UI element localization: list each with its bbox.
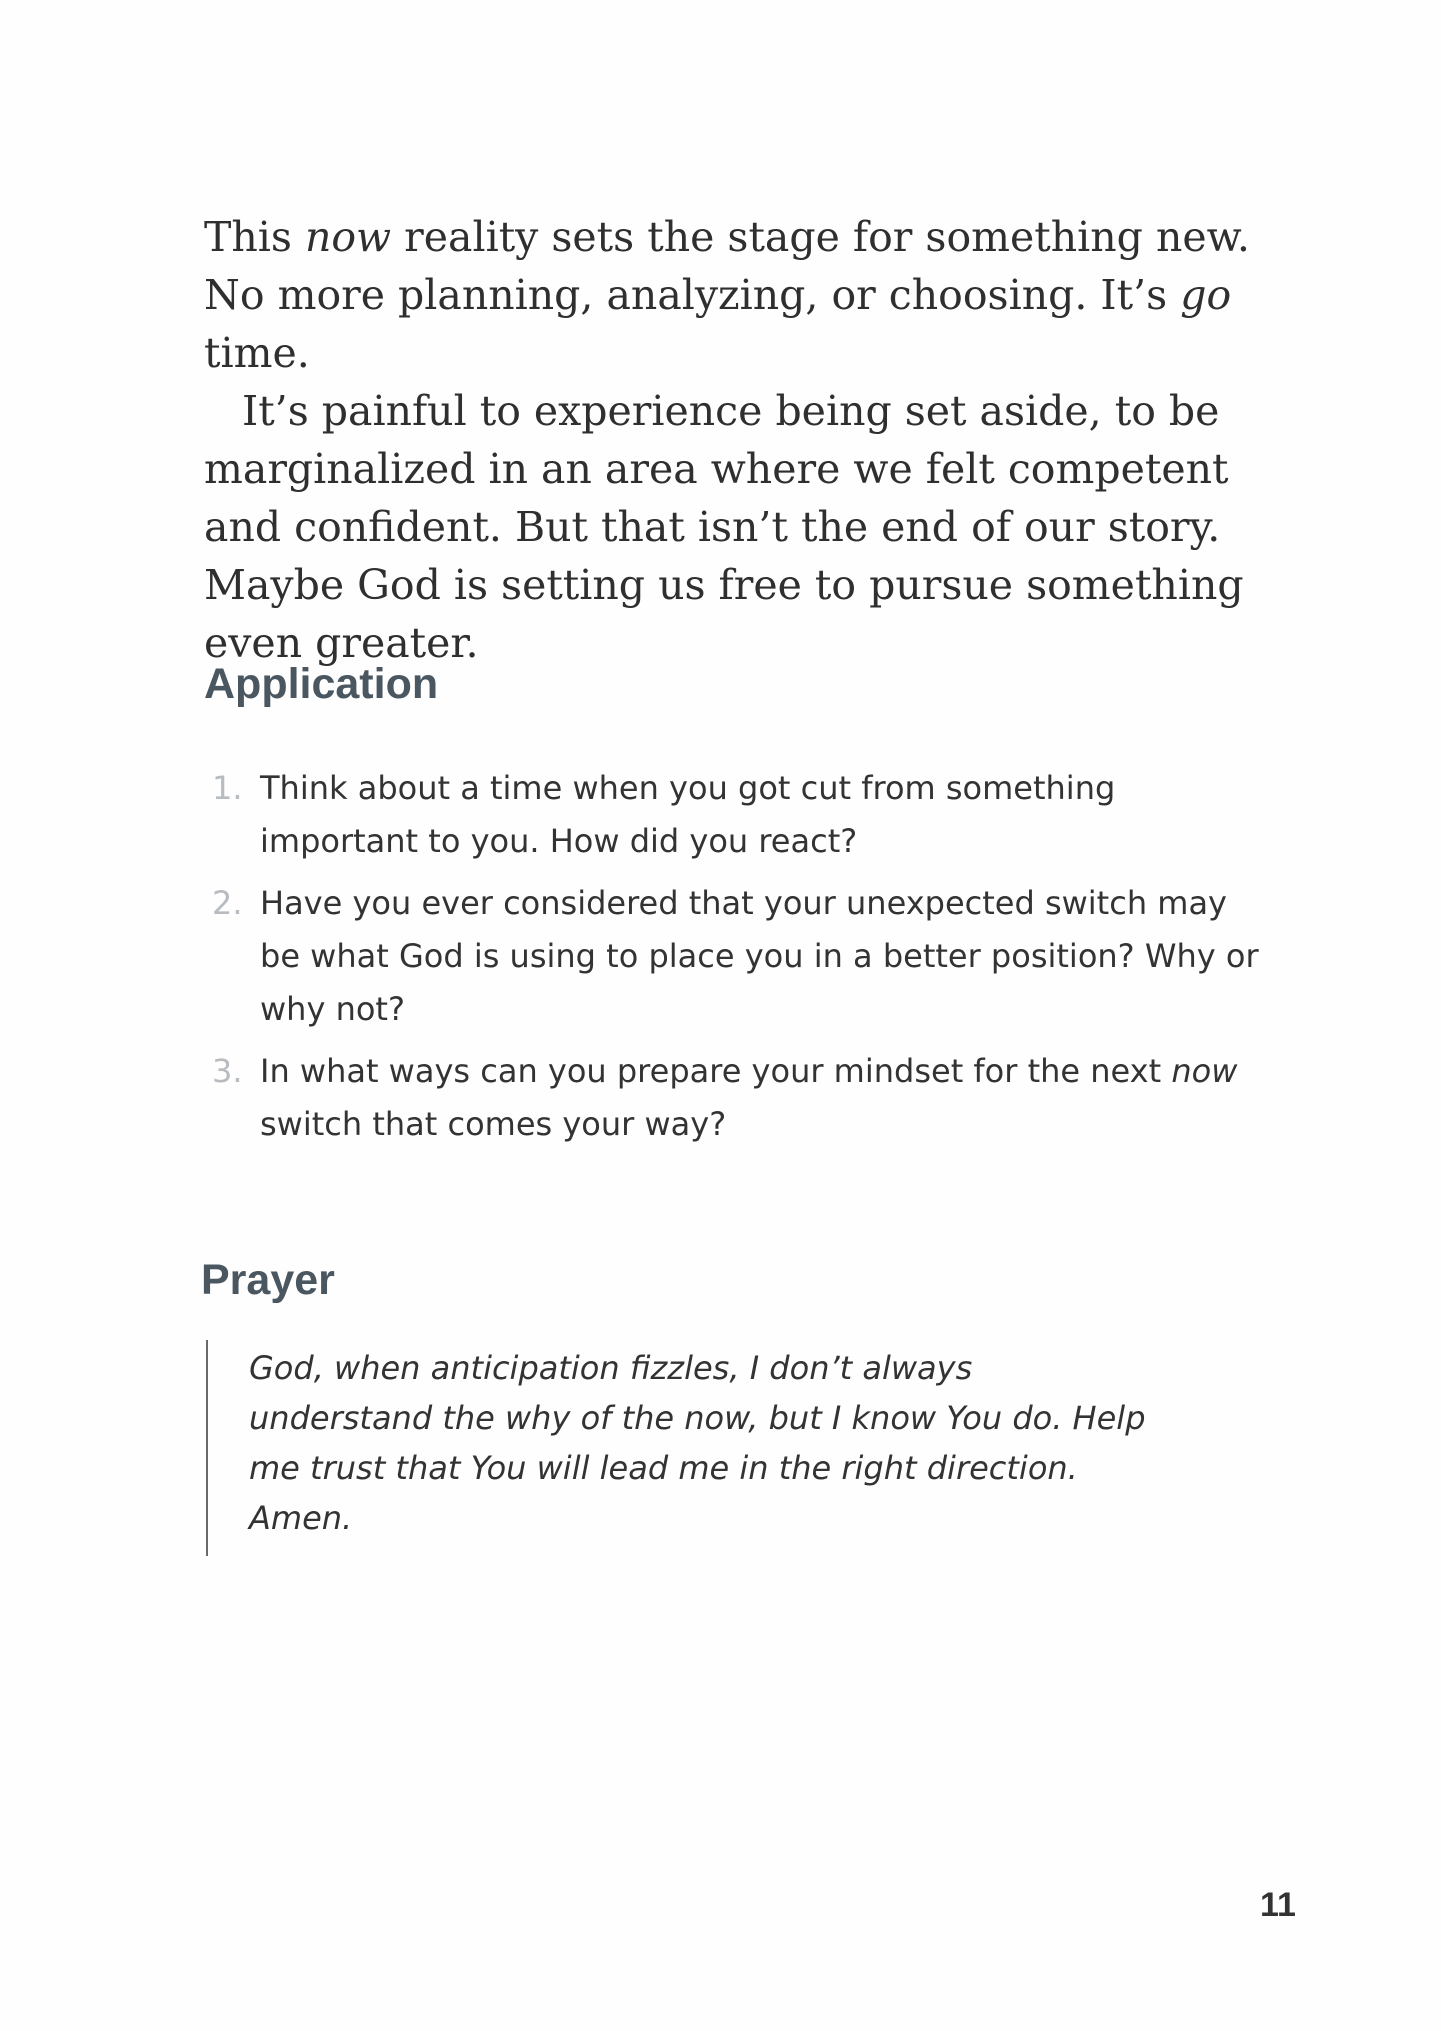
prayer-rule xyxy=(206,1340,208,1556)
item-text: Have you ever considered that your unexpected switch may be what God is using to place you in a better position? Why or why not? xyxy=(260,884,1259,1028)
emphasis-now: now xyxy=(1171,1052,1238,1090)
application-item xyxy=(212,1045,1272,1151)
prayer-text: God, when anticipation fizzles, I don’t always understand the why of the now, but I know You do. Help me trust that You will lead me in the right direction. Amen. xyxy=(249,1349,1146,1537)
item-text: Think about a time when you got cut from something important to you. How did you react? xyxy=(260,769,1116,860)
paragraph-2: It’s painful to experience being set aside, to be marginalized in an area where we felt competent and confident. But that isn’t the end of our story. Maybe God is setting us free to pursue something even greater. xyxy=(204,387,1244,667)
emphasis-go: go xyxy=(1180,271,1232,319)
item-number: 1. xyxy=(212,769,243,807)
application-heading: Application xyxy=(204,660,439,708)
application-list xyxy=(212,762,1272,1160)
emphasis-now: now xyxy=(304,213,392,261)
item-number: 3. xyxy=(212,1052,243,1090)
application-item xyxy=(212,762,1272,868)
body-text xyxy=(204,208,1262,672)
item-text: In what ways can you prepare your mindset for the next now switch that comes your way? xyxy=(260,1052,1238,1143)
page-number: 11 xyxy=(1260,1886,1296,1924)
paragraph-1: This now reality sets the stage for something new. No more planning, analyzing, or choosing. It’s go time. xyxy=(204,213,1250,377)
application-item xyxy=(212,877,1272,1036)
item-number: 2. xyxy=(212,884,243,922)
prayer-heading: Prayer xyxy=(201,1256,335,1304)
